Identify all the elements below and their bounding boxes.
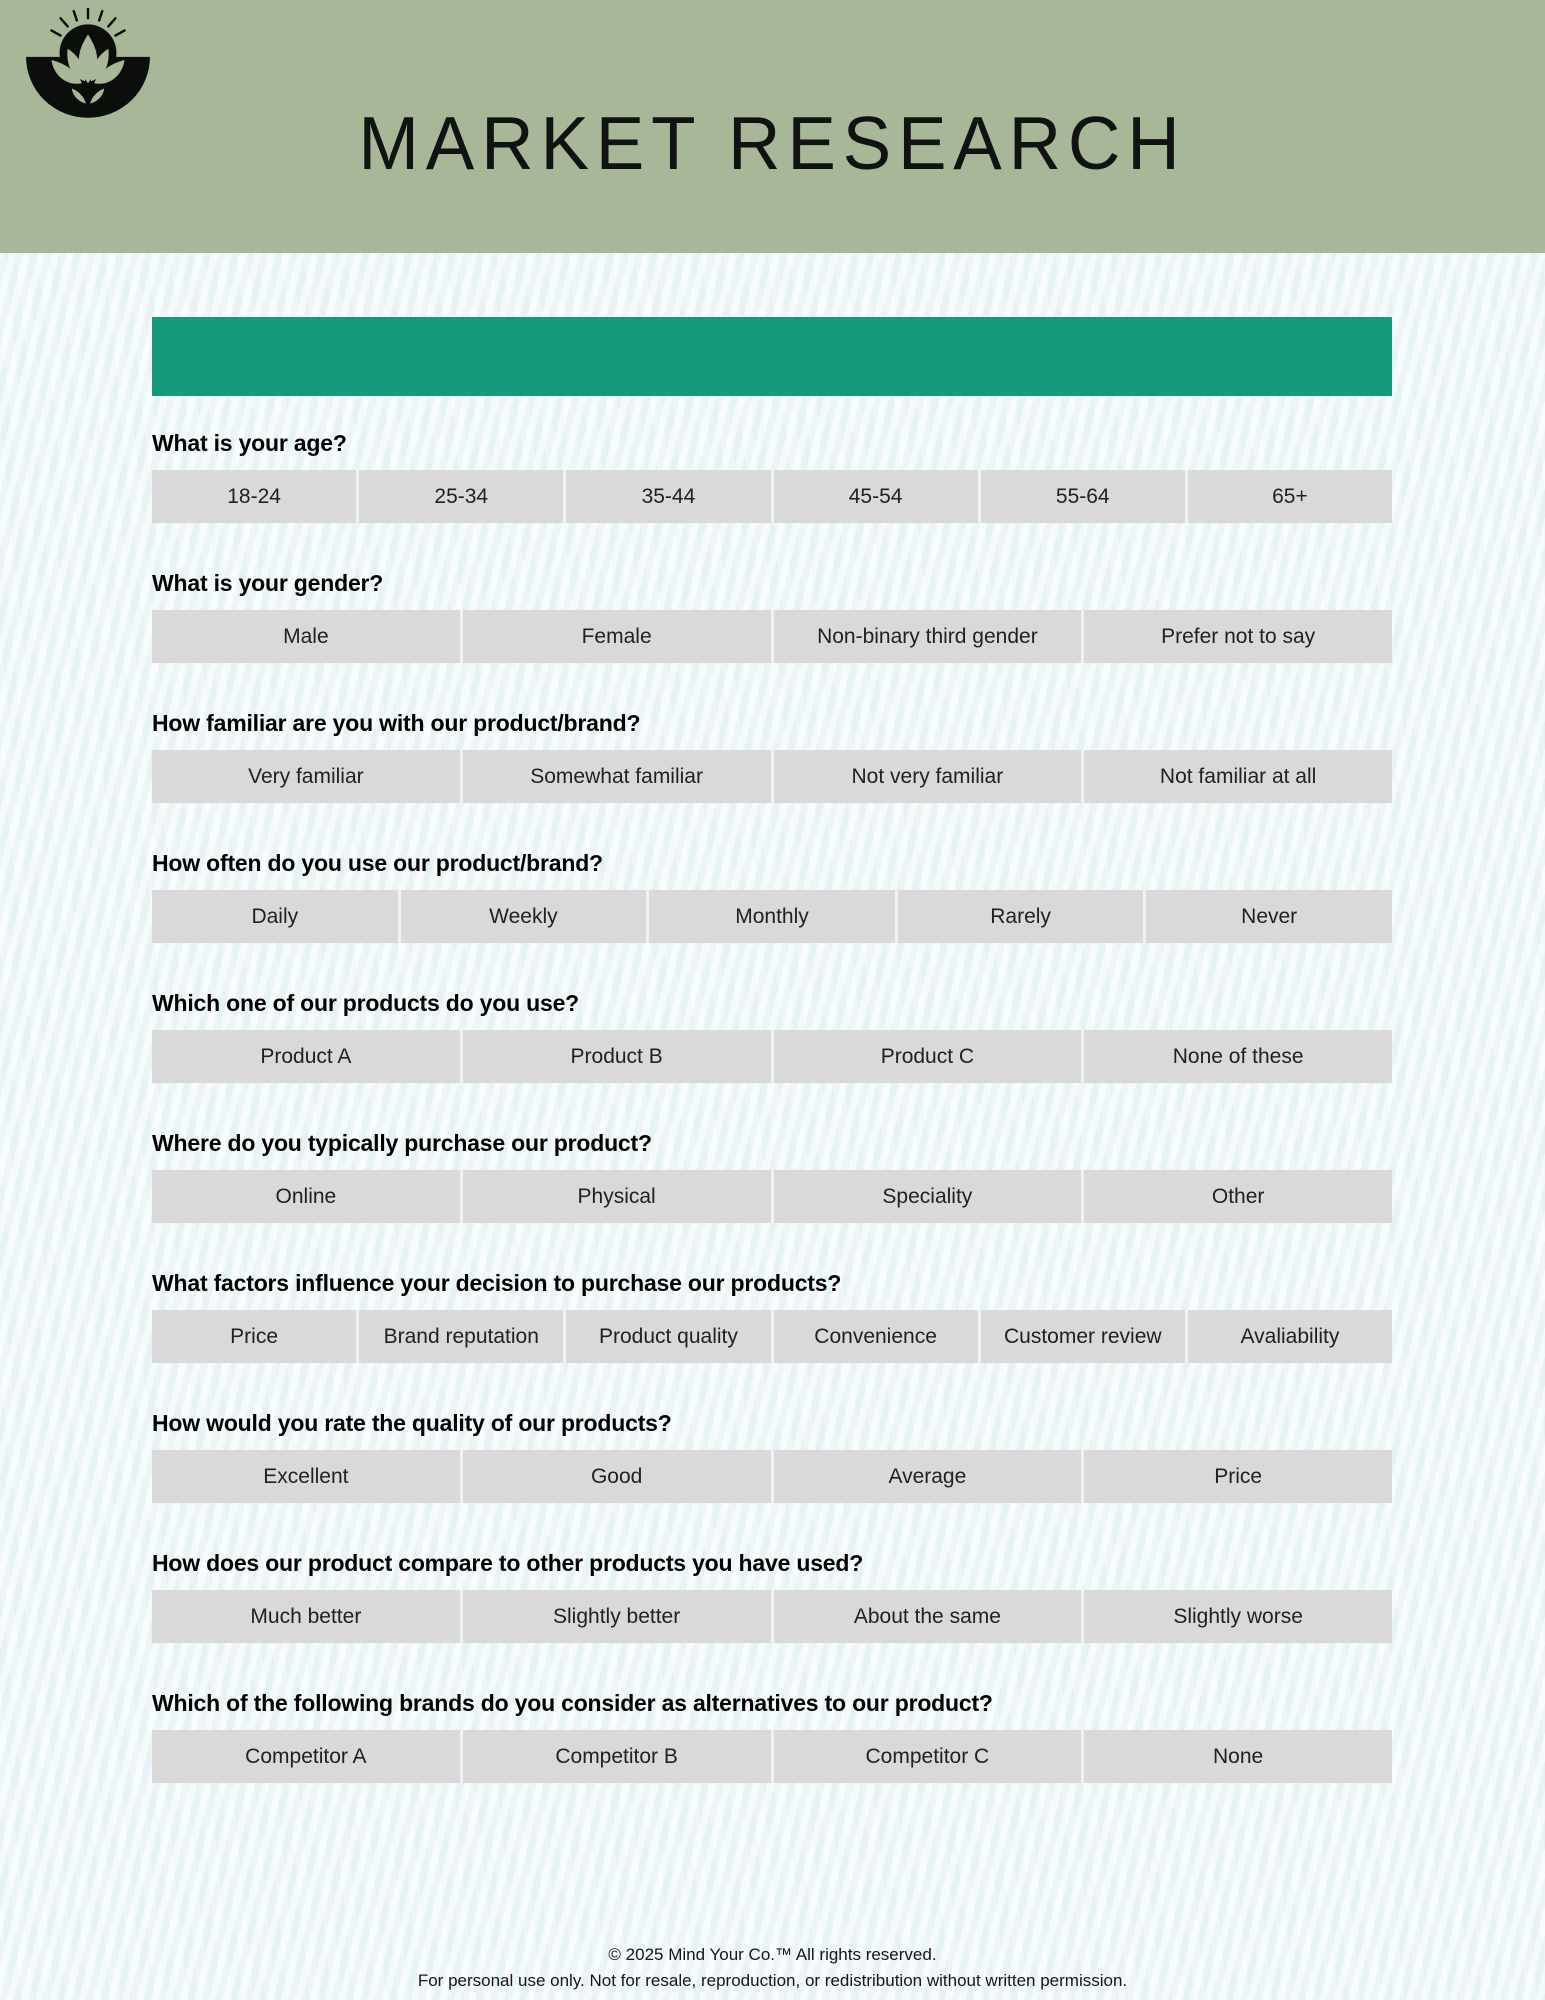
option-cell[interactable]: Slightly worse — [1081, 1590, 1392, 1643]
option-cell[interactable]: Weekly — [398, 890, 647, 943]
option-cell[interactable]: Much better — [250, 1604, 362, 1628]
option-cell[interactable]: 25-34 — [356, 470, 563, 523]
options-row — [152, 890, 1392, 943]
option-cell[interactable]: Physical — [460, 1170, 771, 1223]
options-row — [152, 1030, 1392, 1083]
option-cell[interactable]: Speciality — [771, 1170, 1082, 1223]
option-cell[interactable]: Product quality — [563, 1310, 770, 1363]
options-row — [152, 470, 1392, 523]
option-cell[interactable]: Product C — [771, 1030, 1082, 1083]
option-cell[interactable]: About the same — [771, 1590, 1082, 1643]
option-cell[interactable]: 45-54 — [771, 470, 978, 523]
question-label: Which of the following brands do you consider as alternatives to our product? — [152, 1690, 993, 1716]
question-label: How familiar are you with our product/brand? — [152, 710, 641, 736]
options-row — [152, 1730, 1392, 1783]
option-cell[interactable]: Product B — [460, 1030, 771, 1083]
option-cell[interactable]: Non-binary third gender — [771, 610, 1082, 663]
option-cell[interactable]: Price — [1081, 1450, 1392, 1503]
option-cell[interactable]: Average — [771, 1450, 1082, 1503]
option-cell[interactable]: Somewhat familiar — [460, 750, 771, 803]
option-cell[interactable]: Competitor B — [460, 1730, 771, 1783]
question-label: Which one of our products do you use? — [152, 990, 580, 1016]
question-label: How does our product compare to other products you have used? — [152, 1550, 864, 1576]
option-cell[interactable]: None — [1081, 1730, 1392, 1783]
copyright-line: © 2025 Mind Your Co.™ All rights reserved. — [608, 1945, 937, 1964]
question-block — [152, 1128, 1392, 1223]
option-cell[interactable]: Not very familiar — [771, 750, 1082, 803]
question-block — [152, 568, 1392, 663]
option-cell[interactable]: Price — [230, 1324, 279, 1348]
option-cell[interactable]: Product A — [260, 1044, 352, 1068]
option-cell[interactable]: 35-44 — [563, 470, 770, 523]
option-cell[interactable]: Good — [460, 1450, 771, 1503]
option-cell[interactable]: Other — [1081, 1170, 1392, 1223]
page-footer — [0, 1942, 1545, 1994]
question-block — [152, 1688, 1392, 1783]
options-row — [152, 750, 1392, 803]
options-row — [152, 1590, 1392, 1643]
question-label: How often do you use our product/brand? — [152, 850, 603, 876]
question-block — [152, 708, 1392, 803]
option-cell[interactable]: Rarely — [895, 890, 1144, 943]
option-cell[interactable]: Very familiar — [248, 764, 364, 788]
survey-content — [152, 317, 1392, 1783]
option-cell[interactable]: Female — [460, 610, 771, 663]
question-label: What is your gender? — [152, 570, 384, 596]
question-label: What factors influence your decision to purchase our products? — [152, 1270, 842, 1296]
option-cell[interactable]: Male — [283, 624, 329, 648]
option-cell[interactable]: Competitor A — [245, 1744, 367, 1768]
options-row — [152, 1170, 1392, 1223]
page-header — [0, 0, 1545, 253]
option-cell[interactable]: Prefer not to say — [1081, 610, 1392, 663]
options-row — [152, 610, 1392, 663]
option-cell[interactable]: Convenience — [771, 1310, 978, 1363]
option-cell[interactable]: Slightly better — [460, 1590, 771, 1643]
question-label: Where do you typically purchase our product? — [152, 1130, 652, 1156]
question-label: What is your age? — [152, 430, 347, 456]
option-cell[interactable]: Excellent — [263, 1464, 349, 1488]
option-cell[interactable]: Competitor C — [771, 1730, 1082, 1783]
option-cell[interactable]: Brand reputation — [356, 1310, 563, 1363]
question-block — [152, 1268, 1392, 1363]
option-cell[interactable]: Daily — [251, 904, 299, 928]
option-cell[interactable]: Not familiar at all — [1081, 750, 1392, 803]
questions-list — [152, 428, 1392, 1783]
question-block — [152, 1548, 1392, 1643]
question-block — [152, 848, 1392, 943]
license-line: For personal use only. Not for resale, reproduction, or redistribution without written permission. — [417, 1971, 1128, 1990]
option-cell[interactable]: Avaliability — [1185, 1310, 1392, 1363]
option-cell[interactable]: 65+ — [1185, 470, 1392, 523]
question-label: How would you rate the quality of our products? — [152, 1410, 672, 1436]
option-cell[interactable]: Monthly — [646, 890, 895, 943]
option-cell[interactable]: Customer review — [978, 1310, 1185, 1363]
option-cell[interactable]: Online — [275, 1184, 337, 1208]
question-block — [152, 1408, 1392, 1503]
option-cell[interactable]: 55-64 — [978, 470, 1185, 523]
page-title: MARKET RESEARCH — [358, 101, 1187, 185]
options-row — [152, 1310, 1392, 1363]
options-row — [152, 1450, 1392, 1503]
option-cell[interactable]: None of these — [1081, 1030, 1392, 1083]
option-cell[interactable]: 18-24 — [227, 484, 281, 508]
option-cell[interactable]: Never — [1143, 890, 1392, 943]
section-header-bar — [152, 317, 1392, 396]
question-block — [152, 988, 1392, 1083]
question-block — [152, 428, 1392, 523]
